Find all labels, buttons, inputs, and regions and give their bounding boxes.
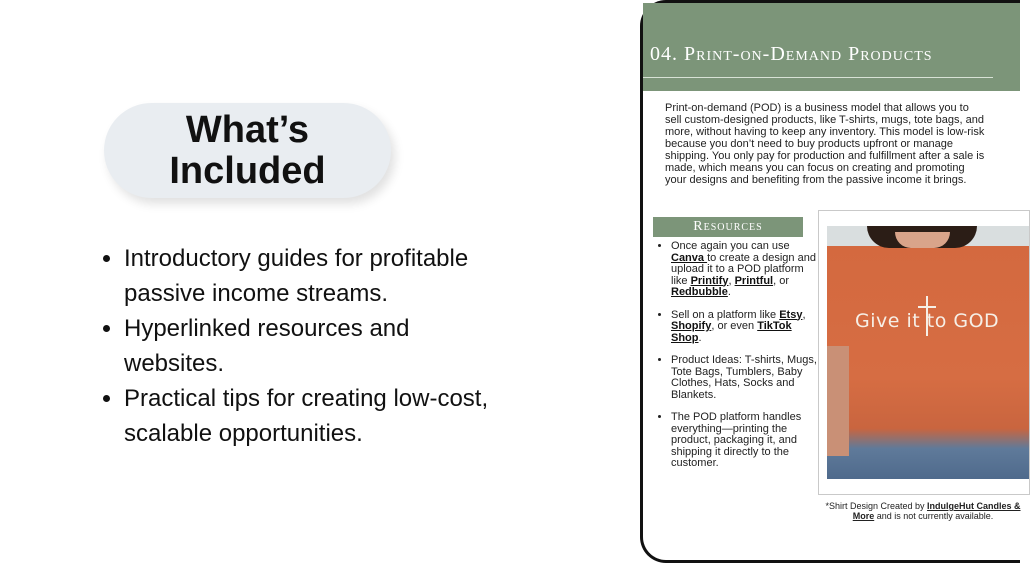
list-item: • Product Ideas: T-shirts, Mugs, Tote Bags, Tumblers, Baby Clothes, Hats, Socks and Blankets.	[671, 355, 821, 401]
header-divider	[643, 77, 993, 78]
list-item: • Hyperlinked resources and websites.	[124, 311, 504, 381]
item-text: Sell on a platform like	[671, 308, 780, 321]
item-text: .	[727, 286, 731, 298]
arm-shape	[827, 346, 849, 456]
shirt-photo-frame	[818, 210, 1030, 495]
item-text: .	[698, 331, 702, 344]
item-text: , or even	[711, 320, 758, 332]
whats-included-title	[104, 103, 391, 198]
item-text: to create a design and upload it to a POD platform like	[671, 251, 816, 287]
included-list	[100, 241, 504, 451]
neck-shape	[895, 232, 950, 248]
list-item: • Practical tips for creating low-cost, scalable opportunities.	[124, 381, 504, 451]
printful-link[interactable]: Printful	[734, 274, 774, 287]
printify-link[interactable]: Printify	[690, 274, 729, 287]
tablet-preview	[640, 0, 1020, 563]
shirt-photo	[827, 226, 1029, 479]
tiktok-shop-link[interactable]: TikTok Shop	[671, 320, 792, 344]
shirt-print-text: Give it to GOD	[855, 310, 1000, 332]
caption-text: and is not currently available.	[874, 511, 994, 521]
page-header	[643, 3, 1020, 91]
caption-text: *Shirt Design Created by	[825, 501, 928, 511]
resources-heading: Resources	[653, 217, 803, 237]
item-text: ,	[802, 308, 806, 321]
list-item: • The POD platform handles everything—printing the product, packaging it, and shipping it directly to the customer.	[671, 412, 821, 470]
list-item: • Introductory guides for profitable passive income streams.	[124, 241, 504, 311]
cross-icon	[918, 306, 936, 308]
list-item	[671, 241, 821, 299]
item-text: ,	[728, 274, 735, 287]
photo-caption	[823, 501, 1023, 521]
intro-paragraph: Print-on-demand (POD) is a business model that allows you to sell custom-designed products, like T-shirts, mugs, tote bags, and more, without having to keep any inventory. This model is low-risk because you don’t need to buy products upfront or manage shipping. You only pay for production and fulfillment after a sale is made, which means you can focus on creating and promoting your designs and benefiting from the passive income it brings.	[665, 102, 985, 186]
shopify-link[interactable]: Shopify	[671, 320, 712, 332]
list-item	[671, 310, 821, 345]
title-line-2: Included	[169, 149, 326, 192]
canva-link[interactable]: Canva	[671, 251, 708, 264]
page-title: 04. Print-on-Demand Products	[650, 43, 933, 65]
indulgehut-link[interactable]: IndulgeHut Candles & More	[852, 501, 1021, 521]
resources-list	[655, 241, 821, 481]
item-text: , or	[773, 274, 789, 287]
redbubble-link[interactable]: Redbubble	[671, 286, 728, 298]
title-line-1: What’s	[185, 108, 310, 151]
item-text: Once again you can use	[671, 240, 790, 252]
etsy-link[interactable]: Etsy	[779, 308, 803, 321]
